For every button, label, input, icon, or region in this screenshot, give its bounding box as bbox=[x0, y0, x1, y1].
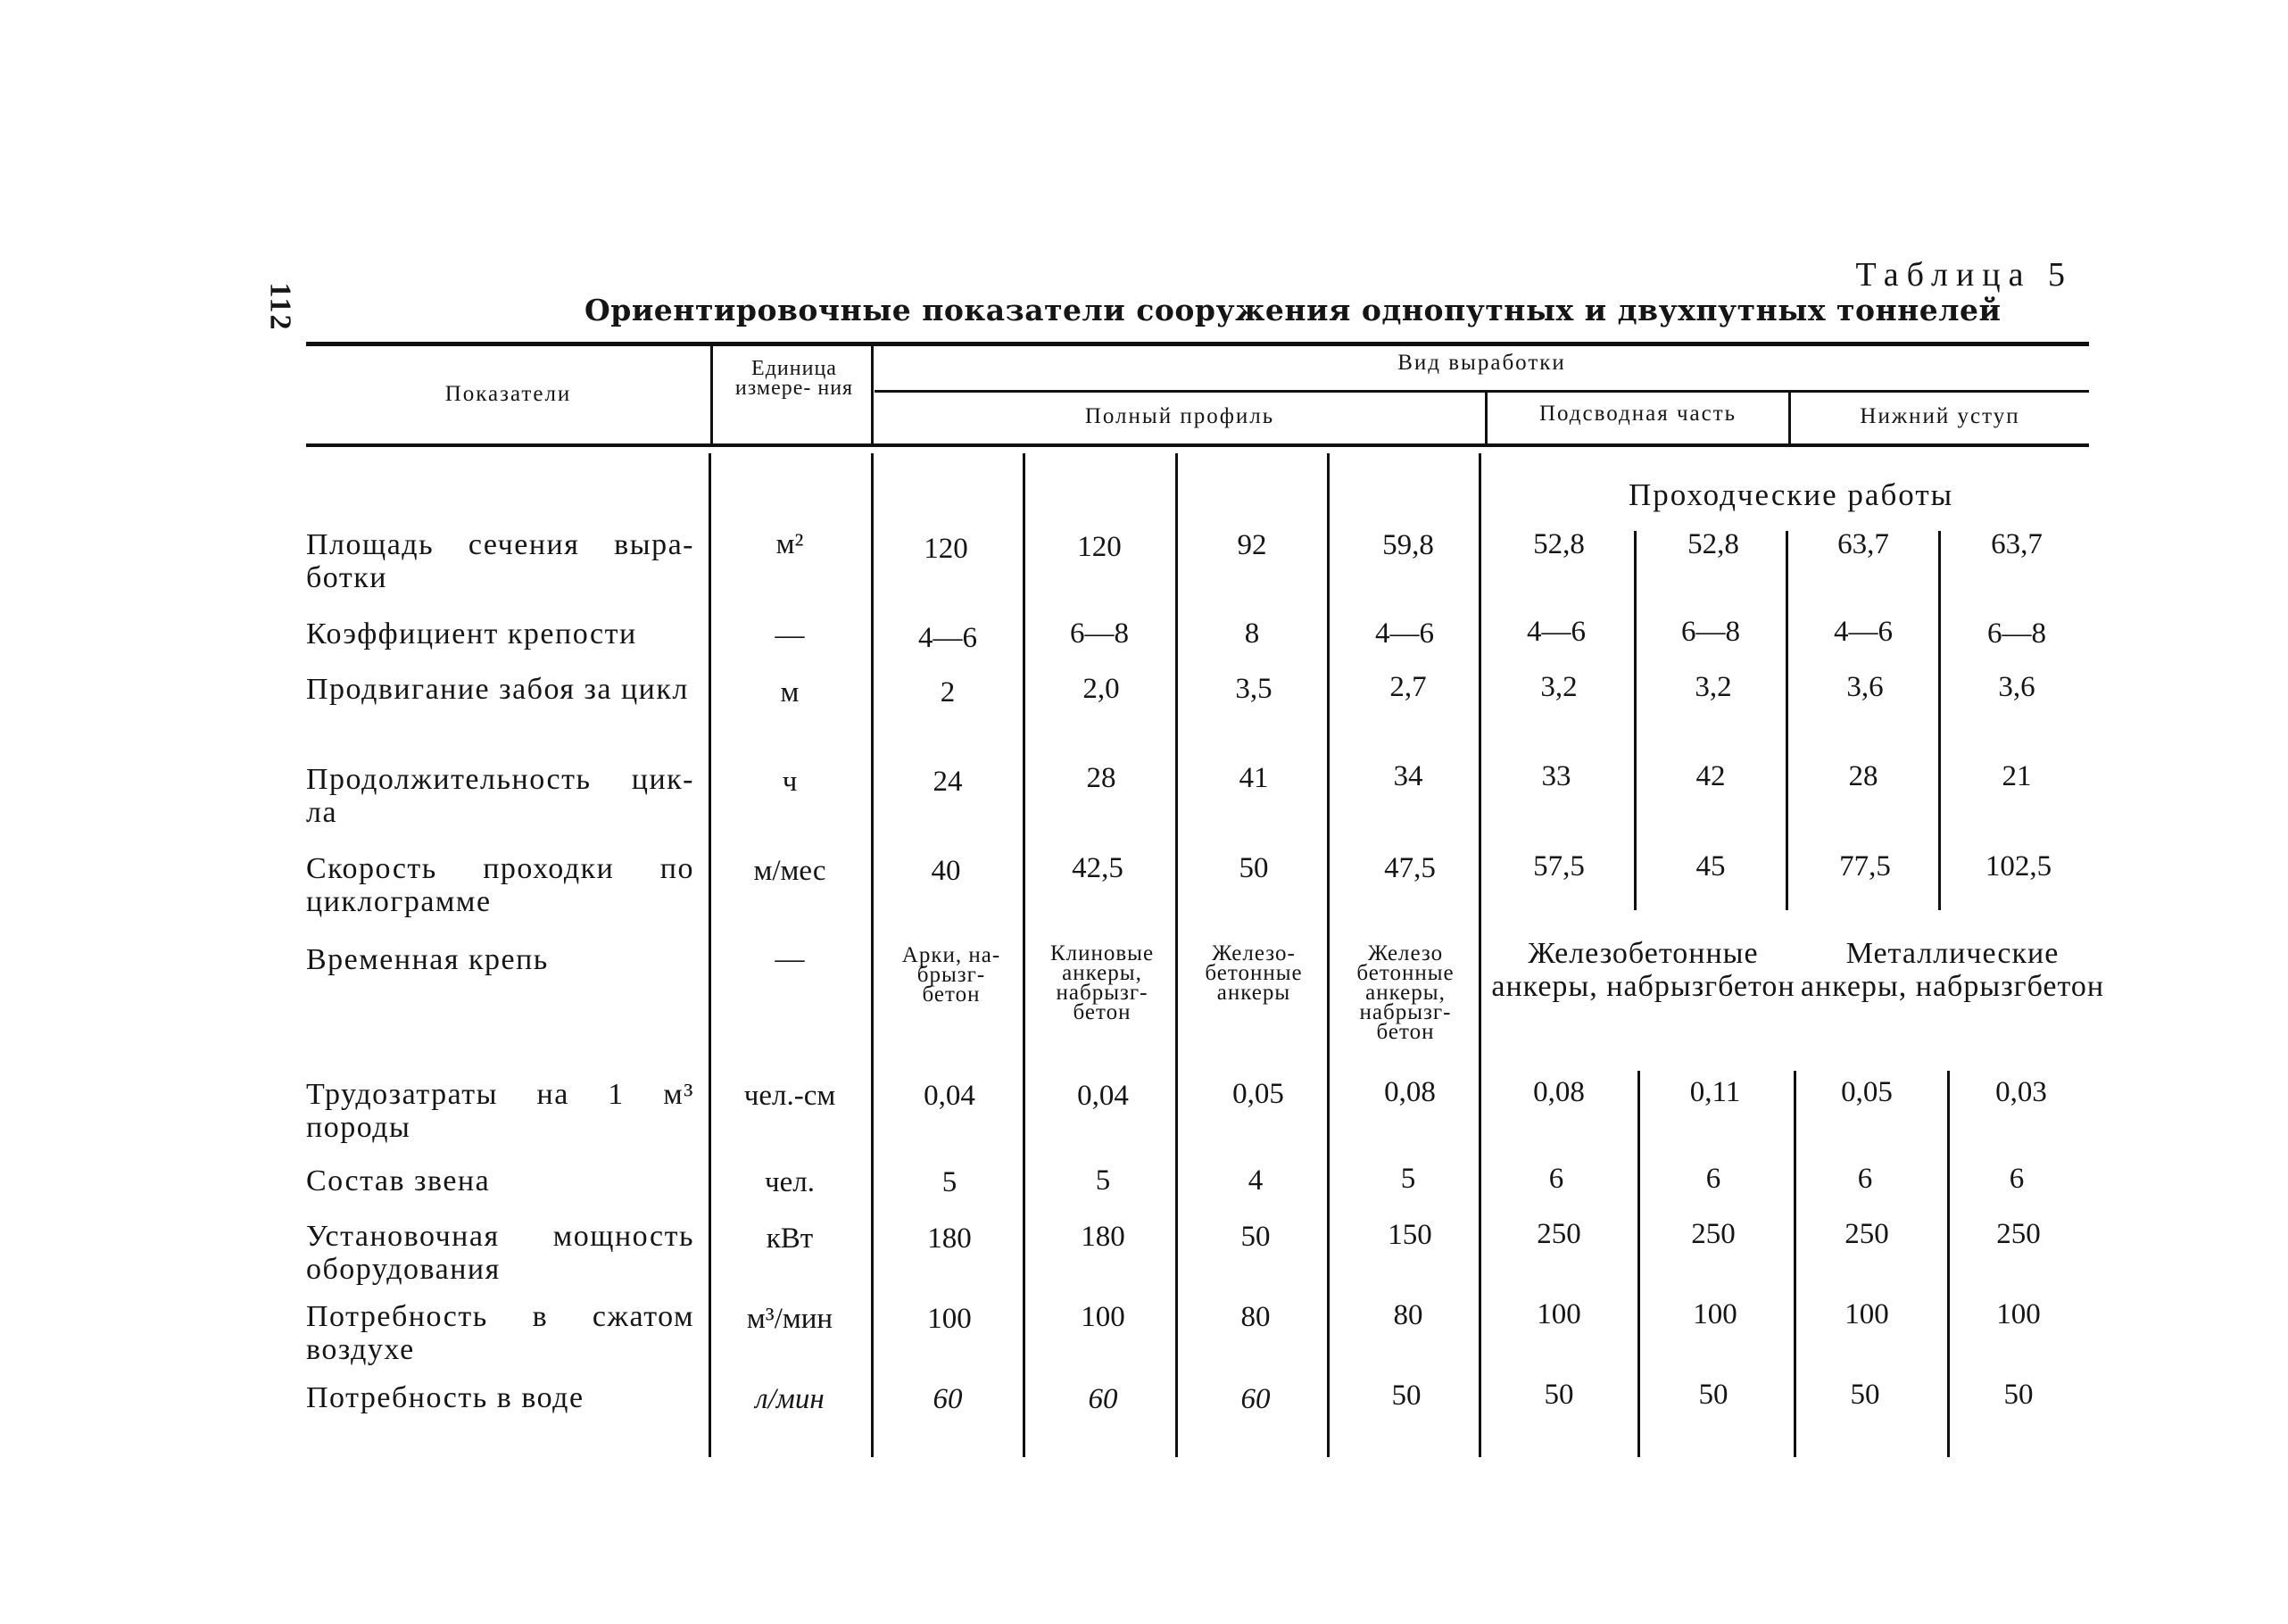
header-divider-type bbox=[871, 346, 874, 443]
body-divider-8a bbox=[1786, 531, 1788, 910]
table-cell: 60 bbox=[1088, 1383, 1118, 1415]
header-full-profile: Полный профиль bbox=[1084, 404, 1275, 428]
table-cell: 250 bbox=[1691, 1218, 1736, 1250]
table-cell: 33 bbox=[1541, 760, 1571, 792]
row-label: Коэффициент крепости bbox=[306, 617, 637, 650]
table-cell: 63,7 bbox=[1837, 528, 1889, 560]
row-label: Состав звена bbox=[306, 1164, 491, 1197]
table-cell: 150 bbox=[1388, 1219, 1432, 1251]
table-cell: 50 bbox=[1239, 852, 1269, 884]
section-caption: Проходческие работы bbox=[1629, 477, 1954, 512]
header-divider-unit bbox=[710, 346, 713, 443]
header-indicators: Показатели bbox=[444, 382, 572, 406]
header-bottom-rule bbox=[306, 443, 2089, 447]
table-cell: 80 bbox=[1393, 1299, 1423, 1331]
row-label: Потребность в сжатом воздухе bbox=[306, 1300, 694, 1366]
table-cell: 0,03 bbox=[1995, 1076, 2047, 1108]
row-label: Продолжительность цик- ла bbox=[306, 763, 694, 829]
support-type-cell: Клиновые анкеры, набрызг- бетон bbox=[1049, 941, 1155, 1024]
table-cell: 5 bbox=[941, 1166, 957, 1198]
body-divider-9a bbox=[1938, 531, 1941, 910]
table-cell: 0,05 bbox=[1232, 1078, 1284, 1110]
table-cell: 28 bbox=[1086, 762, 1116, 794]
body-divider-4 bbox=[1175, 453, 1178, 1457]
table-cell: 50 bbox=[2003, 1379, 2034, 1411]
support-type-cell: Арки, на- брызг- бетон bbox=[901, 943, 1001, 1007]
table-title: Ориентировочные показатели сооружения однопутных и двухпутных тоннелей bbox=[584, 293, 2002, 327]
table-cell: 50 bbox=[1544, 1379, 1574, 1411]
row-label: Потребность в воде bbox=[306, 1381, 584, 1414]
table-cell: 50 bbox=[1391, 1380, 1422, 1412]
table-label: Таблица 5 bbox=[1855, 256, 2073, 294]
table-cell: 100 bbox=[1693, 1298, 1737, 1330]
header-underwater-part: Подсводная часть bbox=[1538, 402, 1737, 426]
table-cell: 80 bbox=[1240, 1301, 1271, 1333]
row-unit: — bbox=[775, 943, 805, 975]
table-cell: 8 bbox=[1244, 617, 1260, 650]
table-cell: 4—6 bbox=[918, 622, 977, 654]
support-type-cell: Металлические анкеры, набрызгбетон bbox=[1800, 937, 2105, 1003]
table-cell: 41 bbox=[1239, 762, 1269, 794]
body-divider-3 bbox=[1023, 453, 1025, 1457]
table-cell: 28 bbox=[1848, 760, 1878, 792]
table-cell: 6 bbox=[1548, 1163, 1564, 1195]
table-cell: 50 bbox=[1850, 1379, 1880, 1411]
table-cell: 34 bbox=[1393, 760, 1423, 792]
header-top-rule bbox=[306, 342, 2089, 346]
table-cell: 180 bbox=[1081, 1221, 1125, 1253]
table-cell: 6—8 bbox=[1681, 616, 1740, 648]
table-cell: 120 bbox=[924, 533, 968, 565]
table-cell: 3,6 bbox=[1846, 671, 1884, 703]
table-cell: 50 bbox=[1698, 1379, 1728, 1411]
table-cell: 100 bbox=[1996, 1298, 2041, 1330]
row-unit: л/мин bbox=[755, 1383, 825, 1415]
table-cell: 4—6 bbox=[1834, 616, 1893, 648]
header-unit: Единица измере- ния bbox=[734, 357, 854, 400]
table-cell: 102,5 bbox=[1985, 850, 2052, 882]
support-type-cell: Железобетонные анкеры, набрызгбетон bbox=[1491, 937, 1795, 1003]
table-cell: 6 bbox=[1705, 1163, 1721, 1195]
page-number: 112 bbox=[263, 282, 297, 332]
header-mid-rule bbox=[875, 390, 2089, 393]
table-cell: 0,04 bbox=[1077, 1080, 1129, 1112]
table-cell: 40 bbox=[931, 855, 961, 887]
table-cell: 24 bbox=[933, 766, 963, 798]
table-cell: 6 bbox=[2009, 1163, 2025, 1195]
table-cell: 100 bbox=[1844, 1298, 1889, 1330]
row-unit: м/мес bbox=[753, 855, 826, 887]
table-cell: 0,08 bbox=[1384, 1076, 1436, 1108]
table-cell: 50 bbox=[1240, 1221, 1271, 1253]
table-cell: 21 bbox=[2002, 760, 2032, 792]
table-cell: 59,8 bbox=[1382, 529, 1434, 561]
table-cell: 180 bbox=[927, 1222, 972, 1255]
header-work-type: Вид выработки bbox=[1397, 351, 1566, 375]
table-cell: 0,11 bbox=[1689, 1076, 1741, 1108]
table-cell: 3,5 bbox=[1235, 673, 1272, 705]
row-label: Временная крепь bbox=[306, 943, 549, 976]
table-cell: 3,2 bbox=[1695, 671, 1732, 703]
header-lower-bench: Нижний уступ bbox=[1860, 404, 2020, 428]
table-cell: 250 bbox=[1996, 1218, 2041, 1250]
body-divider-5 bbox=[1327, 453, 1330, 1457]
row-unit: чел.-см bbox=[743, 1080, 836, 1112]
support-type-cell: Железо- бетонные анкеры bbox=[1205, 941, 1303, 1005]
table-cell: 45 bbox=[1695, 850, 1726, 882]
table-cell: 2,7 bbox=[1389, 671, 1427, 703]
table-cell: 6—8 bbox=[1987, 617, 2046, 650]
table-cell: 52,8 bbox=[1687, 528, 1739, 560]
table-cell: 6 bbox=[1857, 1163, 1873, 1195]
table-cell: 4—6 bbox=[1527, 616, 1586, 648]
support-type-cell: Железо бетонные анкеры, набрызг- бетон bbox=[1356, 941, 1455, 1044]
table-cell: 63,7 bbox=[1991, 528, 2043, 560]
table-cell: 42,5 bbox=[1072, 852, 1123, 884]
row-unit: — bbox=[775, 619, 805, 651]
table-cell: 250 bbox=[1844, 1218, 1889, 1250]
table-cell: 52,8 bbox=[1533, 528, 1585, 560]
table-cell: 47,5 bbox=[1384, 852, 1436, 884]
table-cell: 100 bbox=[927, 1303, 972, 1335]
row-unit: м bbox=[780, 676, 800, 708]
row-label: Продвигание забоя за цикл bbox=[306, 673, 689, 706]
table-cell: 57,5 bbox=[1533, 850, 1585, 882]
row-unit: м² bbox=[775, 528, 804, 560]
table-cell: 120 bbox=[1077, 531, 1122, 563]
row-label: Установочная мощность оборудования bbox=[306, 1220, 694, 1286]
table-cell: 3,2 bbox=[1540, 671, 1578, 703]
table-cell: 0,04 bbox=[924, 1080, 975, 1112]
table-cell: 2,0 bbox=[1082, 673, 1120, 705]
table-cell: 6—8 bbox=[1070, 617, 1129, 650]
row-label: Площадь сечения выра- ботки bbox=[306, 528, 694, 594]
table-cell: 5 bbox=[1095, 1164, 1111, 1197]
table-cell: 42 bbox=[1695, 760, 1726, 792]
table-cell: 77,5 bbox=[1839, 850, 1891, 882]
table-cell: 100 bbox=[1537, 1298, 1581, 1330]
body-divider-7b bbox=[1637, 1071, 1640, 1457]
table-cell: 4—6 bbox=[1375, 617, 1434, 650]
body-divider-7a bbox=[1634, 531, 1637, 910]
table-cell: 0,05 bbox=[1841, 1076, 1893, 1108]
row-unit: м³/мин bbox=[746, 1303, 833, 1335]
table-cell: 5 bbox=[1400, 1163, 1416, 1195]
table-cell: 250 bbox=[1537, 1218, 1581, 1250]
table-cell: 3,6 bbox=[1998, 671, 2035, 703]
row-unit: чел. bbox=[765, 1166, 815, 1198]
table-cell: 4 bbox=[1248, 1164, 1264, 1197]
table-cell: 60 bbox=[933, 1383, 963, 1415]
body-divider-2 bbox=[871, 453, 874, 1457]
table-cell: 92 bbox=[1237, 529, 1267, 561]
row-unit: ч bbox=[782, 766, 798, 798]
row-label: Трудозатраты на 1 м³ породы bbox=[306, 1078, 694, 1144]
row-unit: кВт bbox=[766, 1222, 814, 1255]
table-cell: 0,08 bbox=[1533, 1076, 1585, 1108]
table-cell: 60 bbox=[1240, 1383, 1271, 1415]
table-cell: 100 bbox=[1081, 1301, 1125, 1333]
table-cell: 2 bbox=[940, 676, 956, 708]
row-label: Скорость проходки по циклограмме bbox=[306, 852, 694, 918]
